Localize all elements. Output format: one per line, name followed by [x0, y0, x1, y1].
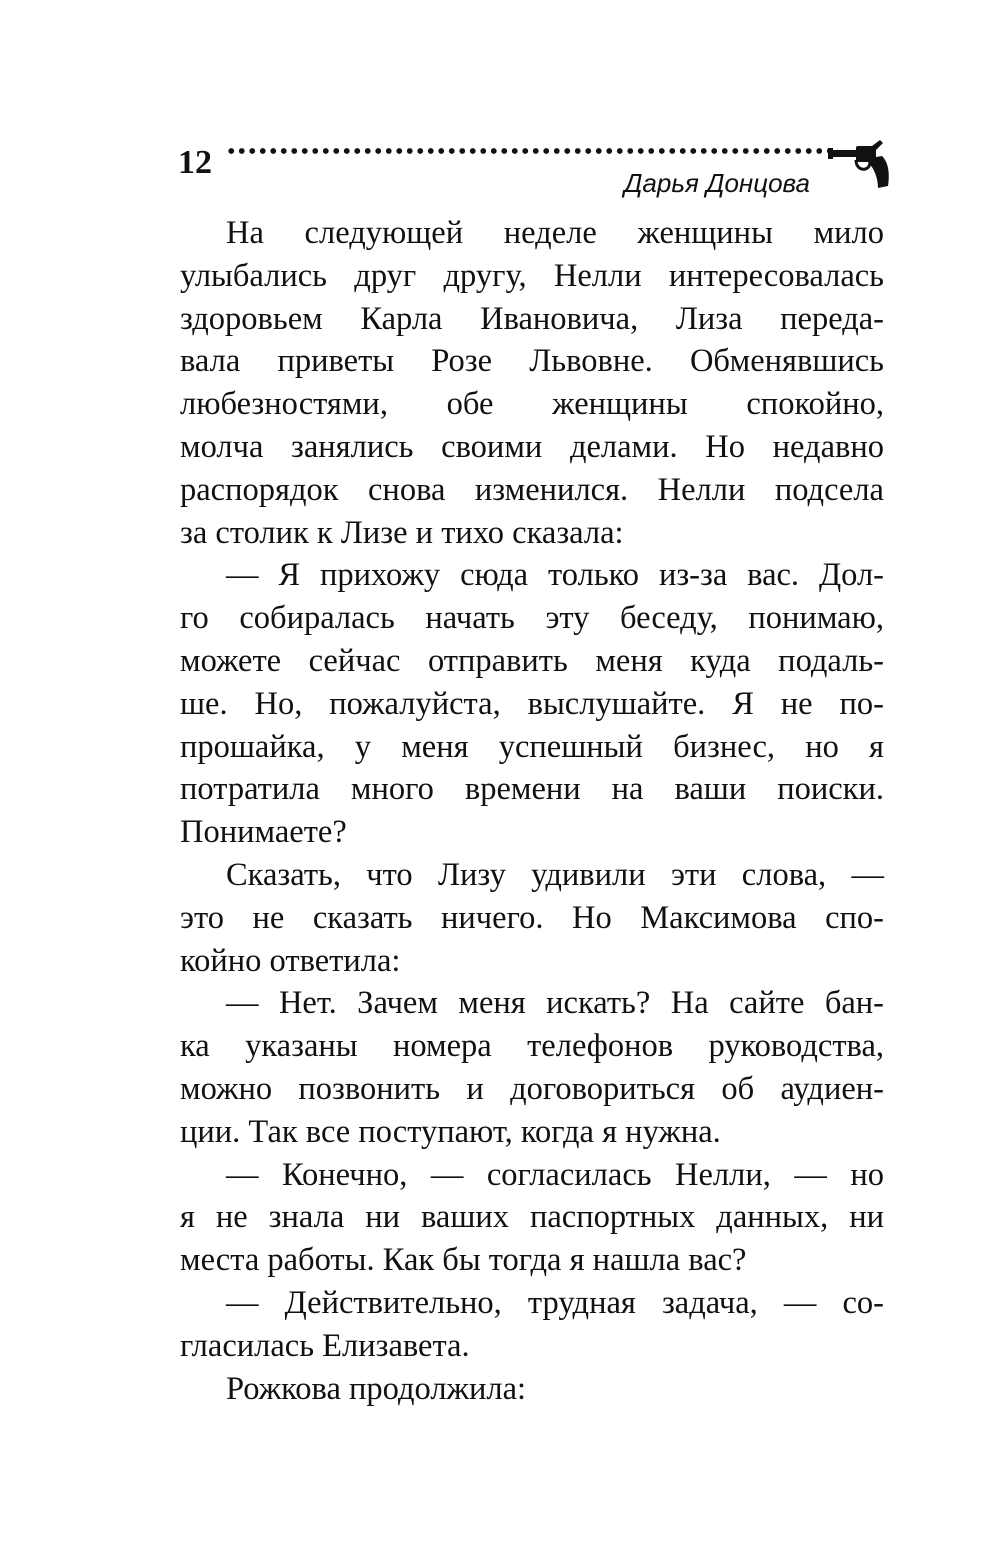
text-line: можно позвонить и договориться об аудиен-: [180, 1070, 884, 1107]
author-name: Дарья Донцова: [624, 168, 810, 198]
text-line: койно ответила:: [180, 942, 401, 979]
text-line: можете сейчас отправить меня куда подаль-: [180, 642, 884, 679]
text-line: распорядок снова изменился. Нелли подсела: [180, 471, 884, 508]
text-line: потратила много времени на ваши поиски.: [180, 771, 884, 808]
paragraph: [180, 982, 884, 1153]
paragraph: [180, 1368, 884, 1411]
text-line: прошайка, у меня успешный бизнес, но я: [180, 728, 884, 765]
text-line: ше. Но, пожалуйста, выслушайте. Я не по-: [180, 685, 884, 722]
text-line: это не сказать ничего. Но Максимова спо-: [180, 899, 884, 936]
paragraph: [180, 212, 884, 554]
text-line: за столик к Лизе и тихо сказала:: [180, 514, 624, 551]
paragraph: [180, 1154, 884, 1282]
paragraph: [180, 1282, 884, 1368]
text-line: ка указаны номера телефонов руководства,: [180, 1028, 884, 1065]
paragraph: [180, 554, 884, 854]
paragraph: [180, 854, 884, 982]
text-line: я не знала ни ваших паспортных данных, ни: [180, 1199, 884, 1236]
text-line: — Конечно, — согласилась Нелли, — но: [226, 1156, 884, 1193]
text-line: Сказать, что Лизу удивили эти слова, —: [226, 856, 884, 893]
revolver-icon: [826, 138, 892, 190]
text-line: го собиралась начать эту беседу, понимаю,: [180, 600, 884, 637]
text-line: вала приветы Розе Львовне. Обменявшись: [180, 343, 884, 380]
text-line: любезностями, обе женщины спокойно,: [180, 386, 884, 423]
text-line: Рожкова продолжила:: [226, 1370, 527, 1407]
text-line: Понимаете?: [180, 814, 347, 851]
text-line: На следующей неделе женщины мило: [226, 215, 884, 251]
dotted-leader: [226, 146, 838, 156]
text-line: гласилась Елизавета.: [180, 1327, 470, 1364]
text-line: улыбались друг другу, Нелли интересовалась: [180, 257, 884, 294]
text-line: — Действительно, трудная задача, — со-: [226, 1284, 884, 1321]
text-line: ции. Так все поступают, когда я нужна.: [180, 1113, 721, 1150]
text-line: — Я прихожу сюда только из-за вас. Дол-: [226, 557, 884, 594]
text-line: — Нет. Зачем меня искать? На сайте бан-: [226, 985, 884, 1022]
page-number: 12: [178, 144, 212, 181]
body-text: [180, 212, 884, 1410]
text-line: здоровьем Карла Ивановича, Лиза переда-: [180, 300, 884, 337]
text-line: молча занялись своими делами. Но недавно: [180, 428, 884, 465]
text-line: места работы. Как бы тогда я нашла вас?: [180, 1242, 747, 1279]
